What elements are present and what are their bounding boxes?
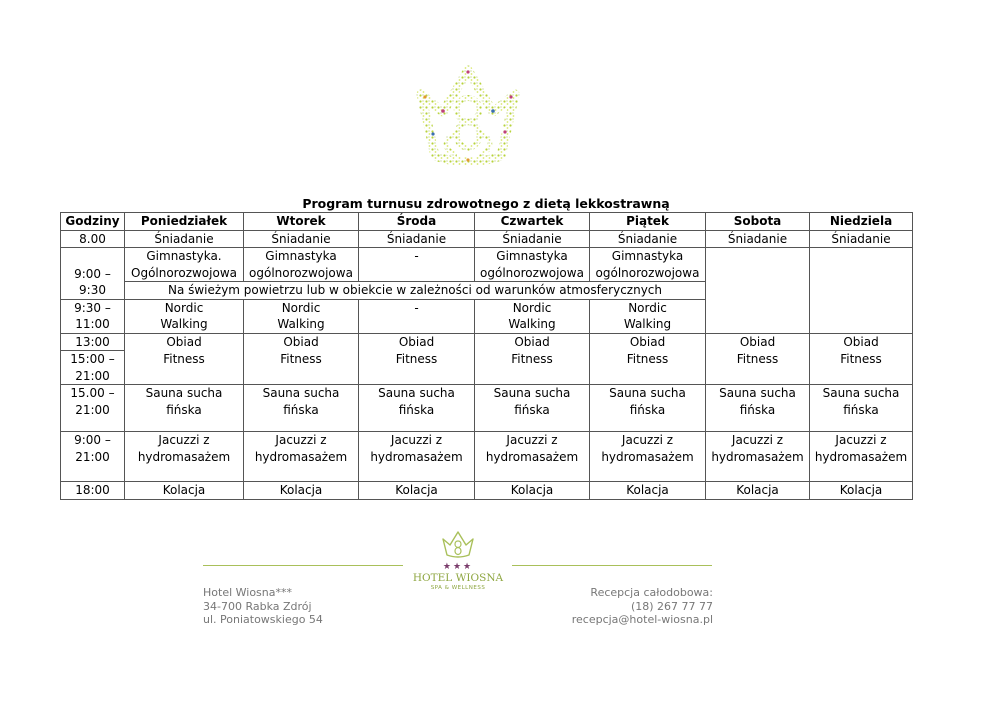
table-cell: Gimnastyka ogólnorozwojowa (244, 248, 359, 282)
hotel-brand (410, 530, 506, 592)
col-header: Piątek (590, 213, 706, 231)
table-cell: Obiad (706, 333, 810, 351)
table-cell: Jacuzzi z hydromasażem (359, 432, 475, 482)
table-cell: Sauna sucha fińska (475, 385, 590, 432)
table-cell: Śniadanie (125, 230, 244, 248)
table-cell: Śniadanie (590, 230, 706, 248)
table-cell: Sauna sucha fińska (590, 385, 706, 432)
table-cell: Śniadanie (475, 230, 590, 248)
address-line: 34-700 Rabka Zdrój (203, 599, 312, 613)
reception-contact (572, 586, 713, 627)
schedule-title: Program turnusu zdrowotnego z dietą lekkostrawną (302, 196, 670, 211)
reception-phone: (18) 267 77 77 (630, 599, 713, 613)
time-cell: 9:00 – 21:00 (61, 432, 125, 482)
table-cell: Kolacja (590, 482, 706, 500)
brand-name: HOTEL WIOSNA (412, 572, 504, 584)
time-cell: 13:00 (61, 333, 125, 351)
table-cell: Nordic Walking (125, 299, 244, 333)
footer-divider-left (203, 565, 403, 566)
brand-stars: ★★★ (442, 562, 474, 572)
col-header: Poniedziałek (125, 213, 244, 231)
table-cell: Fitness (359, 351, 475, 385)
col-header: Wtorek (244, 213, 359, 231)
col-header: Niedziela (810, 213, 913, 231)
table-cell: Jacuzzi z hydromasażem (810, 432, 913, 482)
table-cell (810, 248, 913, 334)
table-row (61, 432, 913, 482)
time-cell: 15:00 – 21:00 (61, 351, 125, 385)
reception-label: Recepcja całodobowa: (590, 586, 713, 599)
table-cell: Obiad (475, 333, 590, 351)
crown-logo-icon (413, 64, 523, 172)
table-cell: Obiad (359, 333, 475, 351)
table-cell: - (359, 299, 475, 333)
table-cell: Jacuzzi z hydromasażem (125, 432, 244, 482)
table-cell: Obiad (590, 333, 706, 351)
table-cell: Sauna sucha fińska (244, 385, 359, 432)
table-cell: Jacuzzi z hydromasażem (706, 432, 810, 482)
table-cell: Fitness (706, 351, 810, 385)
table-cell: Nordic Walking (475, 299, 590, 333)
table-cell: Sauna sucha fińska (125, 385, 244, 432)
table-cell: Obiad (244, 333, 359, 351)
time-cell: 8.00 (61, 230, 125, 248)
note-cell: Na świeżym powietrzu lub w obiekcie w zależności od warunków atmosferycznych (125, 282, 706, 300)
schedule-table (60, 212, 913, 500)
table-row (61, 385, 913, 432)
hotel-address (203, 586, 323, 627)
table-cell: Kolacja (810, 482, 913, 500)
time-cell: 9:00 – 9:30 (61, 248, 125, 300)
table-cell: Śniadanie (244, 230, 359, 248)
table-cell: Fitness (810, 351, 913, 385)
table-cell: Fitness (244, 351, 359, 385)
col-header: Czwartek (475, 213, 590, 231)
table-cell: Gimnastyka. Ogólnorozwojowa (125, 248, 244, 282)
table-cell: Jacuzzi z hydromasażem (244, 432, 359, 482)
table-cell: Fitness (475, 351, 590, 385)
time-cell: 18:00 (61, 482, 125, 500)
table-row (61, 351, 913, 385)
table-cell: Sauna sucha fińska (810, 385, 913, 432)
table-cell: Sauna sucha fińska (706, 385, 810, 432)
table-cell: Śniadanie (359, 230, 475, 248)
footer-divider-right (512, 565, 712, 566)
table-cell: Fitness (590, 351, 706, 385)
table-cell: Kolacja (125, 482, 244, 500)
table-cell: - (359, 248, 475, 282)
table-cell: Jacuzzi z hydromasażem (590, 432, 706, 482)
time-cell: 9:30 – 11:00 (61, 299, 125, 333)
table-cell: Kolacja (359, 482, 475, 500)
brand-subtitle: SPA & WELLNESS (430, 585, 486, 591)
col-header: Środa (359, 213, 475, 231)
table-cell: Gimnastyka ogólnorozwojowa (590, 248, 706, 282)
table-cell (706, 248, 810, 334)
table-cell: Jacuzzi z hydromasażem (475, 432, 590, 482)
table-cell: Gimnastyka ogólnorozwojowa (475, 248, 590, 282)
time-cell: 15.00 – 21:00 (61, 385, 125, 432)
header-row (61, 213, 913, 231)
table-cell: Kolacja (706, 482, 810, 500)
table-cell: Obiad (810, 333, 913, 351)
table-cell: Fitness (125, 351, 244, 385)
table-cell: Kolacja (475, 482, 590, 500)
table-cell: Kolacja (244, 482, 359, 500)
col-header: Sobota (706, 213, 810, 231)
address-line: ul. Poniatowskiego 54 (203, 613, 323, 626)
address-line: Hotel Wiosna*** (203, 586, 292, 599)
table-cell: Nordic Walking (244, 299, 359, 333)
table-cell: Śniadanie (810, 230, 913, 248)
hotel-wiosna-logo-icon (441, 530, 475, 558)
table-cell: Śniadanie (706, 230, 810, 248)
table-row (61, 248, 913, 282)
table-cell: Sauna sucha fińska (359, 385, 475, 432)
table-row (61, 482, 913, 500)
table-row (61, 333, 913, 351)
col-header: Godziny (61, 213, 125, 231)
reception-email: recepcja@hotel-wiosna.pl (571, 613, 713, 626)
table-row (61, 230, 913, 248)
table-cell: Obiad (125, 333, 244, 351)
table-cell: Nordic Walking (590, 299, 706, 333)
